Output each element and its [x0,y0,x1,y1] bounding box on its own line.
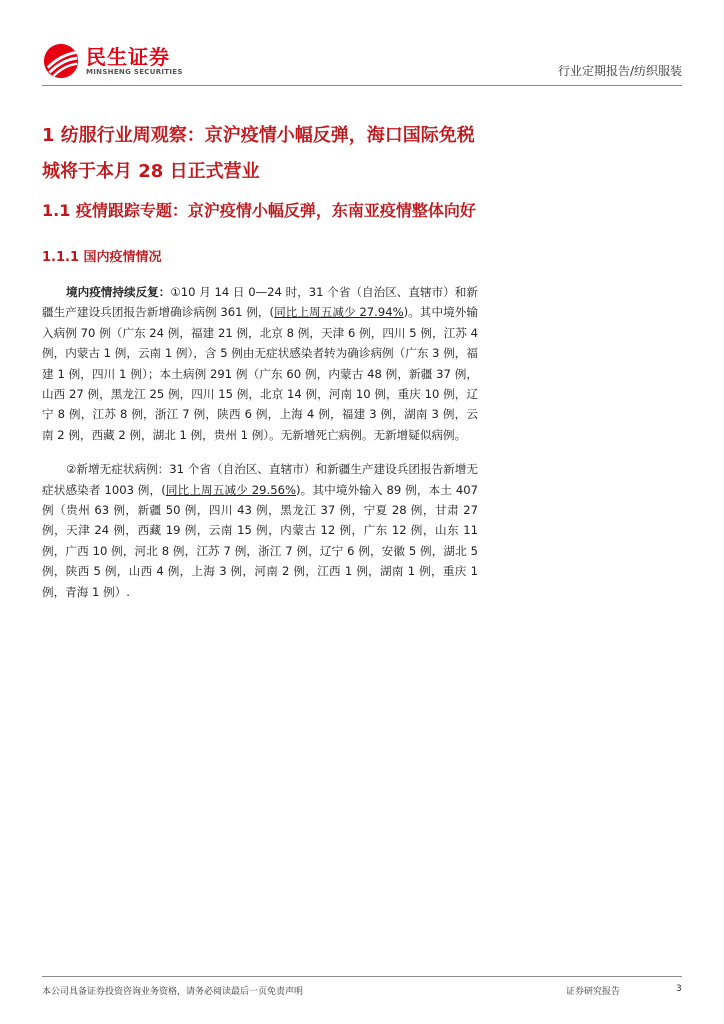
underlined-stat: 同比上周五减少 27.94% [274,305,404,320]
page-header [42,42,682,86]
report-body [42,118,478,616]
footer-report-label: 证券研究报告 [566,987,621,997]
section-heading-1: 1 纺服行业周观察：京沪疫情小幅反弹，海口国际免税城将于本月 28 日正式营业 [42,125,475,182]
page-number: 3 [676,984,682,994]
header-divider [42,85,682,86]
report-category: 行业定期报告/纺织服装 [557,64,682,78]
paragraph-text: )。其中境外输入 89 例，本土 407 例（贵州 63 例，新疆 50 例，四川 43 例，黑龙江 37 例，宁夏 28 例，甘肃 27 例，天津 24 例，西藏 19 例，云南 15 例，内蒙古 12 例，广东 12 例，山东 11 例，广西 10 例，河北 8 例，江苏 7 例，浙江 7 例，辽宁 6 例，安徽 5 例，湖北 5 例，陕西 5 例，山西 4 例，上海 3 例，河南 2 例，江西 1 例，湖南 1 例，重庆 1 例，青海 1 例）. [42,482,478,599]
footer-divider [42,976,682,977]
footer-disclaimer: 本公司具备证券投资咨询业务资格，请务必阅读最后一页免责声明 [42,987,304,997]
paragraph-text: ①10 月 14 日 0—24 时，31 个省（自治区、直辖市）和新疆生产建设兵团报告新增确诊病例 361 例，( [42,285,478,320]
paragraph-text: )。其中境外输入病例 70 例（广东 24 例，福建 21 例，北京 8 例，天津 6 例，四川 5 例，江苏 4 例，内蒙古 1 例，云南 1 例），含 5 例由无症状感染者转为确诊病例（广东 3 例，福建 1 例，四川 1 例）；本土病例 291 例（广东 60 例，内蒙古 48 例，新疆 37 例，山西 27 例，黑龙江 25 例，四川 15 例，北京 14 例，河南 10 例，重庆 10 例，辽宁 8 例，江苏 8 例，浙江 7 例，陕西 6 例，上海 4 例，福建 3 例，湖南 3 例，云南 2 例，西藏 2 例，湖北 1 例，贵州 1 例）。无新增死亡病例。无新增疑似病例。 [42,305,478,442]
section-heading-1-1: 1.1 疫情跟踪专题：京沪疫情小幅反弹，东南亚疫情整体向好 [42,201,476,220]
logo-english-name: MINSHENG SECURITIES [86,67,183,76]
asymptomatic-paragraph [42,459,478,602]
paragraph-lead: 境内疫情持续反复： [66,285,171,299]
company-logo [42,42,183,80]
domestic-confirmed-paragraph [42,282,478,445]
minsheng-logo-icon [42,42,80,80]
underlined-stat: 同比上周五减少 29.56% [165,482,296,497]
section-heading-1-1-1: 1.1.1 国内疫情情况 [42,250,162,265]
paragraph-text: ②新增无症状病例：31 个省（自治区、直辖市）和新疆生产建设兵团报告新增无症状感染者 1003 例，( [42,462,478,497]
logo-chinese-name: 民生证券 [86,44,170,69]
